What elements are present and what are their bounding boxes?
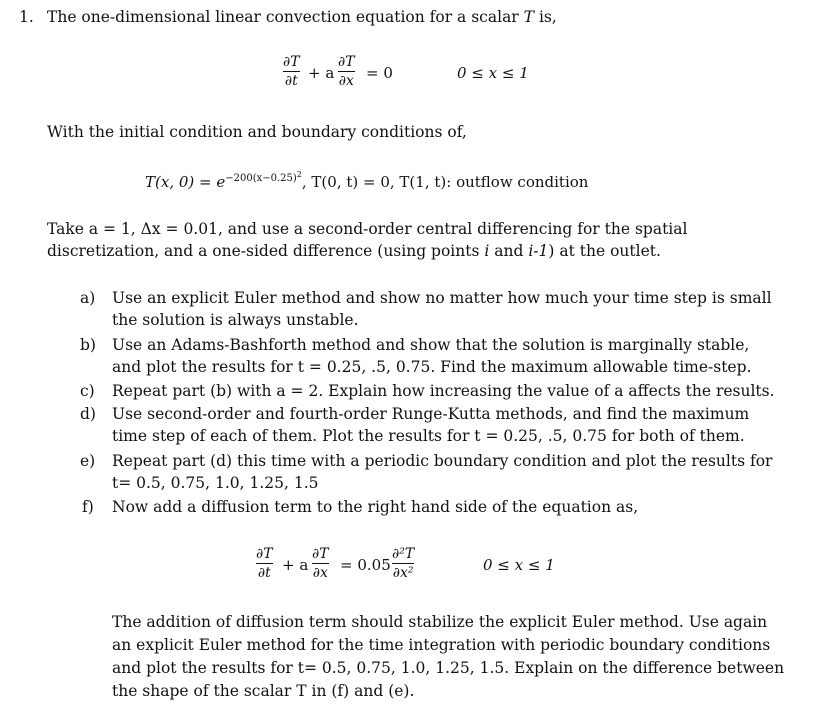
- eq2-fraction-dT-dx: [312, 546, 329, 581]
- item-b-label: b): [80, 336, 96, 354]
- ic-boundary-conditions: , T(0, t) = 0, T(1, t): outflow condition: [301, 173, 589, 191]
- eq1-den2: ∂x: [338, 73, 354, 89]
- eq2-num1: ∂T: [256, 546, 273, 562]
- ic-exponent-power: 2: [296, 170, 302, 179]
- take-point-i: i: [484, 242, 490, 260]
- closing-line-3: and plot the results for t= 0.5, 0.75, 1.0, 1.25, 1.5. Explain on the difference between: [112, 659, 785, 677]
- item-a-label: a): [80, 289, 96, 307]
- item-d-label: d): [80, 405, 96, 423]
- eq2-den2: ∂x: [312, 565, 328, 581]
- take-point-i-minus-1: i-1: [528, 242, 549, 260]
- item-e-label: e): [80, 452, 96, 470]
- item-f-line-1: Now add a diffusion term to the right hand side of the equation as,: [112, 498, 639, 516]
- initial-boundary-conditions: [145, 171, 588, 193]
- problem-intro: [47, 6, 557, 28]
- closing-line-1: The addition of diffusion term should stabilize the explicit Euler method. Use again: [112, 613, 768, 631]
- eq1-num1: ∂T: [283, 54, 300, 70]
- eq1-num2: ∂T: [338, 54, 355, 70]
- item-c-text: [112, 380, 792, 402]
- take-line-2: [47, 240, 661, 262]
- eq2-fraction-d2T-dx2: [392, 546, 414, 581]
- item-b-line-2: and plot the results for t = 0.25, .5, 0.75. Find the maximum allowable time-step.: [112, 358, 752, 376]
- take-line-2a: discretization, and a one-sided difference (using points: [47, 242, 485, 260]
- eq1-plus-a: + a: [308, 64, 335, 82]
- item-e-line-2: t= 0.5, 0.75, 1.0, 1.25, 1.5: [112, 474, 319, 492]
- item-a-line-2: the solution is always unstable.: [112, 311, 359, 329]
- eq1-fraction-dT-dt: [283, 54, 300, 89]
- item-f-label: f): [82, 498, 94, 516]
- item-b-text: [112, 334, 792, 378]
- item-c-line-1: Repeat part (b) with a = 2. Explain how increasing the value of a affects the results.: [112, 382, 775, 400]
- problem-number: 1.: [19, 8, 34, 26]
- problem-intro-variable: T: [523, 8, 534, 26]
- item-a-text: [112, 287, 792, 331]
- eq2-equals: = 0.05: [340, 556, 391, 574]
- item-f-text: [112, 496, 792, 518]
- eq1-equals: = 0: [366, 64, 393, 82]
- take-and: and: [489, 242, 529, 260]
- item-d-line-1: Use second-order and fourth-order Runge-Kutta methods, and find the maximum: [112, 405, 750, 423]
- item-a-line-1: Use an explicit Euler method and show no matter how much your time step is small: [112, 289, 772, 307]
- eq2-plus-a: + a: [282, 556, 309, 574]
- problem-intro-end: is,: [538, 8, 557, 26]
- item-d-text: [112, 403, 792, 447]
- take-line-2b: ) at the outlet.: [548, 242, 661, 260]
- eq1-domain: 0 ≤ x ≤ 1: [457, 64, 529, 82]
- item-e-line-1: Repeat part (d) this time with a periodic boundary condition and plot the results for: [112, 452, 773, 470]
- eq2-den1: ∂t: [257, 565, 271, 581]
- eq1-den1: ∂t: [284, 73, 298, 89]
- item-e-text: [112, 450, 792, 494]
- item-d-line-2: time step of each of them. Plot the results for t = 0.25, .5, 0.75 for both of them.: [112, 427, 745, 445]
- item-c-label: c): [80, 382, 95, 400]
- item-b-line-1: Use an Adams-Bashforth method and show that the solution is marginally stable,: [112, 336, 750, 354]
- eq2-num2: ∂T: [312, 546, 329, 562]
- take-line-1: Take a = 1, Δx = 0.01, and use a second-order central differencing for the spatial: [47, 220, 688, 238]
- ic-lhs: T(x, 0) = e: [145, 173, 226, 191]
- problem-intro-text: The one-dimensional linear convection equation for a scalar: [47, 8, 519, 26]
- eq2-fraction-dT-dt: [256, 546, 273, 581]
- ic-exponent: −200(x−0.25): [225, 173, 297, 184]
- eq1-fraction-dT-dx: [338, 54, 355, 89]
- eq2-domain: 0 ≤ x ≤ 1: [483, 556, 555, 574]
- ic-intro: With the initial condition and boundary conditions of,: [47, 123, 467, 141]
- closing-line-2: an explicit Euler method for the time integration with periodic boundary conditions: [112, 636, 771, 654]
- closing-line-4: the shape of the scalar T in (f) and (e).: [112, 682, 415, 700]
- eq2-num3: ∂²T: [392, 546, 415, 562]
- eq2-den3: ∂x²: [392, 565, 414, 581]
